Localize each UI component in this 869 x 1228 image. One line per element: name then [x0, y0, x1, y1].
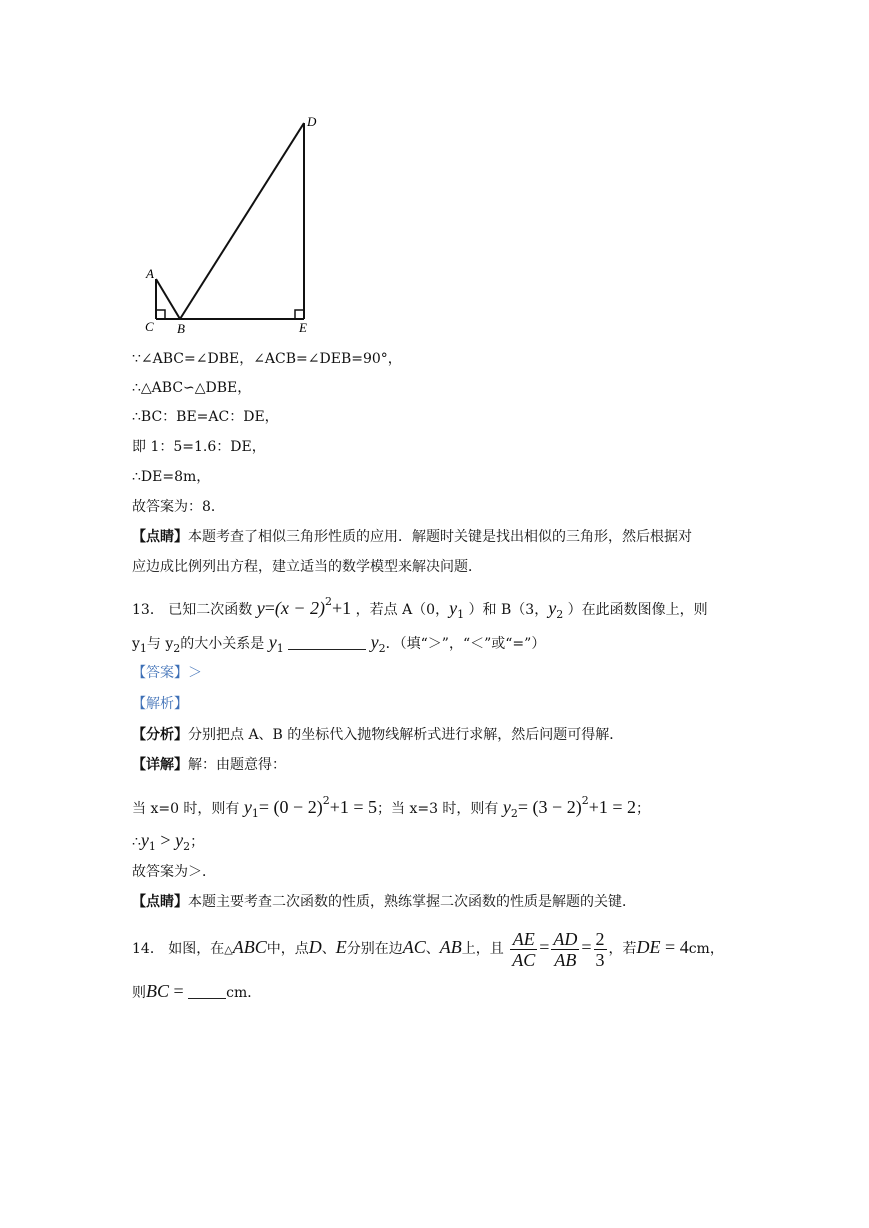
- q13-final: 故答案为＞．: [132, 864, 216, 880]
- fraction-two-thirds: $\frac{2}{3}$: [595, 928, 605, 970]
- answer-blank: [288, 635, 366, 650]
- triangle-diagram: [138, 108, 338, 338]
- q13-detail: 【详解】解：由题意得：: [132, 757, 286, 773]
- label-d: D: [307, 114, 317, 129]
- q13-fenxi: 【分析】分别把点 A、B 的坐标代入抛物线解析式进行求解，然后问题可得解．: [132, 727, 624, 743]
- q13-calc: 当 x=0 时，则有 $y_1= (0 - 2)^2+1 = 5$；当 x=3 时，则有 $y_2= (3 - 2)^2+1 = 2$；: [132, 794, 650, 820]
- geometry-figure: [138, 108, 338, 338]
- fraction-ad-ab: $\frac{AD}{AB}$: [553, 928, 578, 970]
- right-angle-c: [156, 310, 165, 319]
- segment-bd: [180, 123, 304, 319]
- q14-line1: 14． 如图，在△ABC中，点D、E分别在边AC、AB上，且 $\frac{AE}{AC}$ = $\frac{AD}{AB}$ = $\frac{2}{3}$ ，若DE = 4cm，: [132, 928, 724, 970]
- q13-text-a: 已知二次函数: [168, 602, 253, 618]
- segment-ab: [156, 279, 180, 319]
- label-c: C: [145, 319, 154, 334]
- q13-line2: $y_1$与 $y_2$的大小关系是 $y_1$ $y_2$．（填“＞”，“＜”或“=”）: [132, 632, 546, 655]
- right-angle-e: [295, 310, 304, 319]
- q13-conclusion: $\therefore y_1 > y_2$；: [132, 830, 205, 853]
- q13-comment: 【点睛】本题主要考查二次函数的性质，熟练掌握二次函数的性质是解题的关键．: [132, 894, 636, 910]
- q13-answer: 【答案】＞: [132, 665, 202, 681]
- sol12-line5: ∴DE=8m，: [132, 469, 211, 485]
- sol12-line2: ∴△ABC∽△DBE，: [132, 380, 252, 396]
- sol12-comment-line1: [132, 526, 692, 548]
- q14-line2: 则BC = cm．: [132, 981, 262, 1001]
- q13-line1: 13． 已知二次函数 $y=(x - 2)^2+1$ ，若点 A（0，$y_1$ ）和 B（3，$y_2$ ）在此函数图像上，则: [132, 595, 708, 621]
- q13-number: 13．: [132, 602, 164, 618]
- label-a: A: [146, 266, 154, 281]
- comment-text: 本题考查了相似三角形性质的应用．解题时关键是找出相似的三角形，然后根据对: [188, 529, 692, 545]
- q14-number: 14．: [132, 941, 164, 957]
- sol12-line4: 即 1：5=1.6：DE，: [132, 439, 266, 455]
- label-b: B: [177, 321, 185, 336]
- sol12-comment-line2: 应边成比例列出方程，建立适当的数学模型来解决问题．: [132, 559, 482, 575]
- sol12-line1: ∵∠ABC=∠DBE，∠ACB=∠DEB=90°，: [132, 351, 402, 367]
- label-e: E: [299, 320, 307, 335]
- q14-answer-blank: [188, 984, 226, 999]
- q13-analysis-tag: 【解析】: [132, 696, 188, 712]
- sol12-line3: ∴BC：BE=AC：DE，: [132, 409, 279, 425]
- sol12-line6: 故答案为：8．: [132, 499, 225, 515]
- fraction-ae-ac: $\frac{AE}{AC}$: [512, 928, 536, 970]
- comment-tag: 【点睛】: [132, 529, 188, 545]
